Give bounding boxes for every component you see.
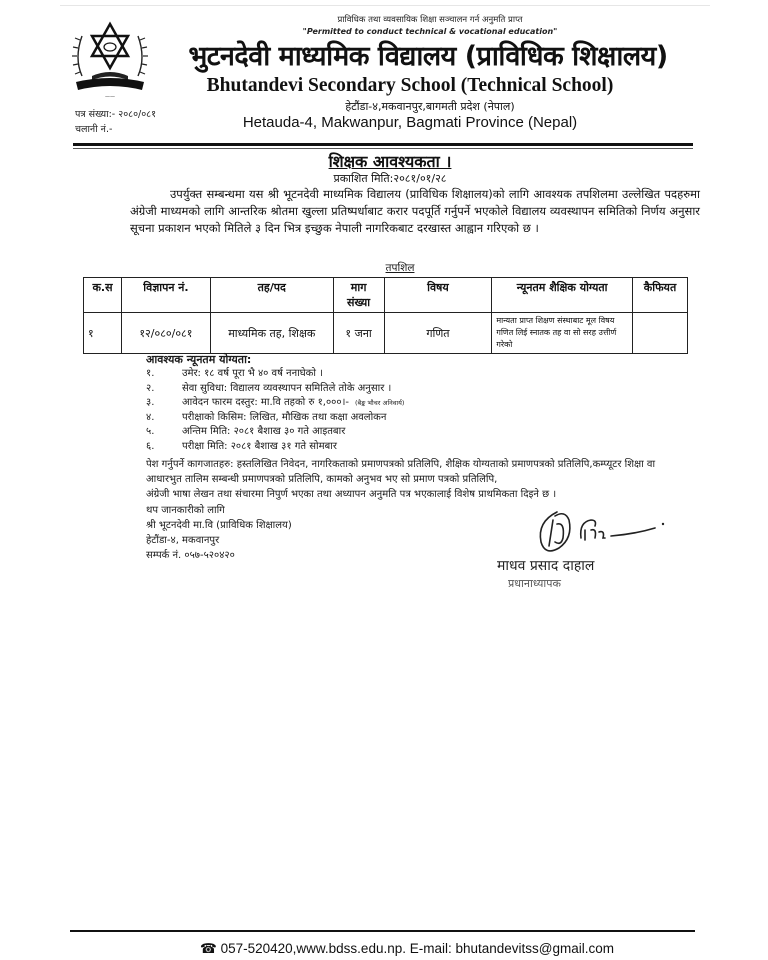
contact-heading: थप जानकारीको लागि: [146, 505, 225, 516]
school-name-english: Bhutandevi Secondary School (Technical School): [206, 75, 614, 96]
cell-demand: १ जना: [333, 313, 384, 354]
cell-subject: गणित: [384, 313, 492, 354]
notice-intro-paragraph: [130, 186, 700, 237]
permit-statement-english: "Permitted to conduct technical & vocational education": [302, 27, 558, 36]
header-divider-thin: [73, 148, 693, 149]
svg-text:——: ——: [105, 94, 115, 100]
list-item: २. सेवा सुविधा: विद्यालय व्यवस्थापन समितिले तोके अनुसार ।: [146, 382, 392, 394]
list-item: १. उमेर: १८ वर्ष पूरा भै ४० वर्ष ननाघेको ।: [146, 368, 323, 379]
signer-name: माधव प्रसाद दाहाल: [497, 558, 595, 574]
cell-ad-no: १२/०८०/०८१: [121, 313, 210, 354]
notice-title: शिक्षक आवश्यकता ।: [328, 152, 452, 171]
col-header-sn: क.स: [84, 278, 122, 313]
signer-title: प्रधानाध्यापक: [508, 577, 561, 590]
cell-qualification: मान्यता प्राप्त शिक्षण संस्थाबाट मूल विषय गणित लिई स्नातक तह वा सो सरह उत्तीर्ण गरेको: [492, 313, 633, 354]
bank-voucher-note: (बैङ्क भौचर अनिवार्य): [354, 399, 405, 407]
footer-divider: [70, 930, 695, 932]
published-date: प्रकाशित मिति:२०८१/०१/२८: [333, 172, 447, 185]
signature-icon: [535, 508, 675, 558]
col-header-remarks: कैफियत: [633, 278, 688, 313]
col-header-demand: माग संख्या: [333, 278, 384, 313]
page-edge: [60, 5, 710, 6]
cell-sn: १: [84, 313, 122, 354]
list-item: ६. परीक्षा मिति: २०८१ बैशाख ३१ गते सोमबार: [146, 440, 337, 452]
contact-info: [146, 503, 292, 563]
contact-address: हेटौंडा-४, मकवानपुर: [146, 535, 220, 546]
priority-note: अंग्रेजी भाषा लेखन तथा संचारमा निपुर्ण भएका तथा अध्यापन अनुमति पत्र भएकालाई विशेष प्राथमिकता दिइने छ ।: [146, 489, 557, 500]
footer-contact: [200, 941, 614, 957]
vacancy-table: [83, 277, 688, 354]
dispatch-number: चलानी नं.-: [75, 124, 113, 135]
requirements-list: [146, 367, 666, 454]
table-row: [84, 313, 688, 354]
list-item: ३. आवेदन फारम दस्तुर: मा.वि तहको रु १,०००।- (बैङ्क भौचर अनिवार्य): [146, 396, 666, 411]
cell-level-post: माध्यमिक तह, शिक्षक: [210, 313, 333, 354]
notice-intro-text: उपर्युक्त सम्बन्धमा यस श्री भूटनदेवी माध्यमिक विद्यालय (प्राविधिक शिक्षालय)को लागि आवश्यक तपशिलमा उल्लेखित पदहरुमा अंग्रेजी माध्यमको लागि आन्तरिक श्रोतमा खुल्ला प्रतिष्पर्धाबाट करार पदपूर्ति गर्नुपर्ने भएकोले विद्यालय व्यवस्थापन समितिको निर्णय अनुसार सूचना प्रकाशन भएको मितिले ३ दिन भित्र इच्छुक नेपाली नागरिकबाट दरखास्त आह्वान गरिएको छ ।: [130, 187, 700, 235]
permit-statement-nepali: प्राविधिक तथा व्यवसायिक शिक्षा सञ्चालन गर्न अनुमति प्राप्त: [337, 15, 523, 25]
reference-number: पत्र संख्या:- २०८०/०८१: [75, 109, 157, 120]
list-item: ४. परीक्षाको किसिम: लिखित, मौखिक तथा कक्षा अवलोकन: [146, 411, 387, 423]
required-documents: [146, 457, 691, 502]
table-header-row: [84, 278, 688, 313]
contact-phone: सम्पर्क नं. ०५७-५२०४२०: [146, 550, 235, 561]
address-nepali: हेटौंडा-४,मकवानपुर,बागमती प्रदेश (नेपाल): [345, 100, 515, 113]
telephone-icon: ☎: [200, 941, 217, 956]
col-header-subject: विषय: [384, 278, 492, 313]
list-item: ५. अन्तिम मिति: २०८१ बैशाख ३० गते आइतबार: [146, 426, 346, 437]
footer-contact-text: 057-520420,www.bdss.edu.np. E-mail: bhutandevitss@gmail.com: [220, 941, 615, 956]
requirements-heading: आवश्यक न्यूनतम योग्यता:: [146, 353, 252, 366]
table-caption: तपशिल: [385, 262, 415, 274]
school-name-nepali: भुटनदेवी माध्यमिक विद्यालय (प्राविधिक शिक्षालय): [188, 41, 668, 72]
cell-remarks: [633, 313, 688, 354]
col-header-qualification: न्यूनतम शैक्षिक योग्यता: [492, 278, 633, 313]
address-english: Hetauda-4, Makwanpur, Bagmati Province (Nepal): [242, 114, 578, 131]
required-documents-text: पेश गर्नुपर्ने कागजातहरु: हस्तलिखित निवेदन, नागरिकताको प्रमाणपत्रको प्रतिलिपि, शैक्षिक योग्यताको प्रमाणपत्रको प्रतिलिपि,कम्प्यूटर शिक्षा वा आधारभुत तालिम सम्बन्धी प्रमाणपत्रको प्रतिलिपि, कामको अनुभव भए सो प्रमाण पत्रको प्रतिलिपि,: [146, 459, 656, 485]
header-divider: [73, 143, 693, 146]
school-emblem-icon: [68, 18, 152, 102]
contact-school: श्री भूटनदेवी मा.वि (प्राविधिक शिक्षालय): [146, 520, 292, 531]
col-header-ad-no: विज्ञापन नं.: [121, 278, 210, 313]
col-header-level-post: तह/पद: [210, 278, 333, 313]
